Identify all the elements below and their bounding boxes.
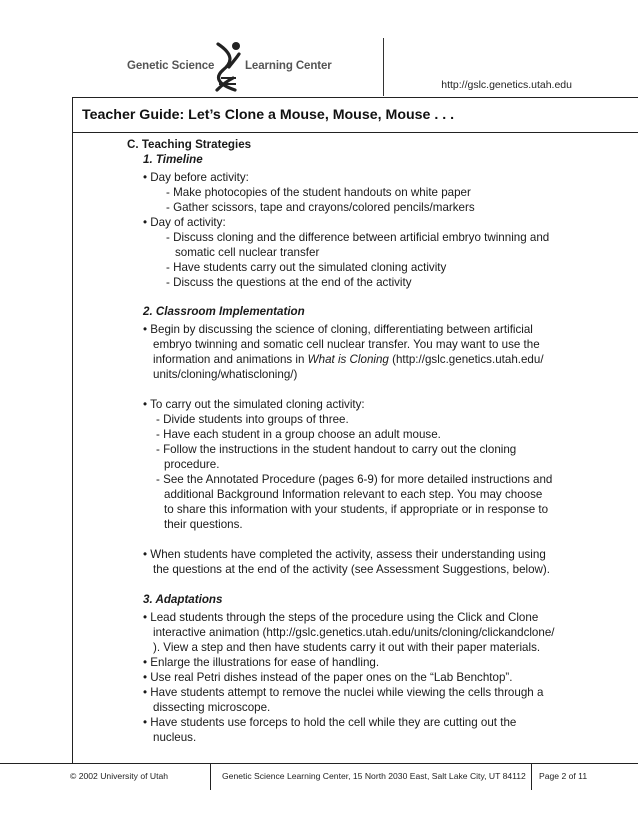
implementation-heading: 2. Classroom Implementation <box>143 305 305 318</box>
header-rule <box>72 97 638 98</box>
implementation-line: - Have each student in a group choose an adult mouse. <box>156 428 441 441</box>
header-url: http://gslc.genetics.utah.edu <box>441 79 572 91</box>
implementation-line: additional Background Information relevant to each step. You may choose <box>164 488 543 501</box>
adaptation-line: • Lead students through the steps of the procedure using the Click and Clone <box>143 611 539 624</box>
timeline-line: • Day before activity: <box>143 171 249 184</box>
timeline-heading: 1. Timeline <box>143 153 203 166</box>
left-margin-rule <box>72 97 73 763</box>
implementation-line: the questions at the end of the activity (see Assessment Suggestions, below). <box>153 563 550 576</box>
title-rule <box>72 132 638 133</box>
implementation-text: (http://gslc.genetics.utah.edu/ <box>388 353 544 366</box>
implementation-line: - Divide students into groups of three. <box>156 413 349 426</box>
timeline-line: • Day of activity: <box>143 216 226 229</box>
gslc-logo <box>127 38 377 94</box>
timeline-line: - Discuss cloning and the difference between artificial embryo twinning and <box>166 231 550 244</box>
implementation-line: • When students have completed the activity, assess their understanding using <box>143 548 546 561</box>
adaptation-line: ). View a step and then have students carry it out with their paper materials. <box>153 641 541 654</box>
implementation-line: to share this information with your students, if appropriate or in response to <box>164 503 549 516</box>
timeline-line: - Discuss the questions at the end of the activity <box>166 276 412 289</box>
timeline-line: - Gather scissors, tape and crayons/colored pencils/markers <box>166 201 475 214</box>
footer-rule <box>0 763 638 764</box>
logo-text-left: Genetic Science <box>127 60 215 72</box>
implementation-line: units/cloning/whatiscloning/) <box>153 368 298 381</box>
implementation-text: information and animations in <box>153 353 308 366</box>
implementation-line: their questions. <box>164 518 243 531</box>
adaptation-line: interactive animation (http://gslc.genetics.utah.edu/units/cloning/clickandclone/ <box>153 626 555 639</box>
page-title: Teacher Guide: Let’s Clone a Mouse, Mouse, Mouse . . . <box>82 107 455 123</box>
adaptation-line: • Have students attempt to remove the nuclei while viewing the cells through a <box>143 686 544 699</box>
implementation-line: • Begin by discussing the science of cloning, differentiating between artificial <box>143 323 533 336</box>
footer-divider <box>210 763 211 790</box>
logo-text-right: Learning Center <box>245 60 332 72</box>
adaptation-line: • Use real Petri dishes instead of the paper ones on the “Lab Benchtop”. <box>143 671 513 684</box>
adaptation-line: dissecting microscope. <box>153 701 271 714</box>
dna-helix-icon <box>209 40 249 92</box>
timeline-line: - Have students carry out the simulated cloning activity <box>166 261 447 274</box>
footer-page-number: Page 2 of 11 <box>539 771 588 781</box>
implementation-line: procedure. <box>164 458 220 471</box>
adaptation-line: • Enlarge the illustrations for ease of handling. <box>143 656 380 669</box>
adaptations-heading: 3. Adaptations <box>143 593 223 606</box>
adaptation-line: • Have students use forceps to hold the cell while they are cutting out the <box>143 716 517 729</box>
timeline-line: somatic cell nuclear transfer <box>175 246 320 259</box>
implementation-line <box>153 352 544 367</box>
footer-copyright: © 2002 University of Utah <box>70 771 169 781</box>
footer-address: Genetic Science Learning Center, 15 North 2030 East, Salt Lake City, UT 84112 <box>222 771 526 781</box>
timeline-line: - Make photocopies of the student handouts on white paper <box>166 186 471 199</box>
section-heading: C. Teaching Strategies <box>127 138 252 151</box>
adaptation-line: nucleus. <box>153 731 197 744</box>
what-is-cloning-title: What is Cloning <box>307 353 389 366</box>
footer-divider <box>531 763 532 790</box>
implementation-line: embryo twinning and somatic cell nuclear transfer. You may want to use the <box>153 338 540 351</box>
implementation-line: - Follow the instructions in the student handout to carry out the cloning <box>156 443 517 456</box>
implementation-line: • To carry out the simulated cloning activity: <box>143 398 365 411</box>
implementation-line: - See the Annotated Procedure (pages 6-9) for more detailed instructions and <box>156 473 553 486</box>
header-divider <box>383 38 384 96</box>
